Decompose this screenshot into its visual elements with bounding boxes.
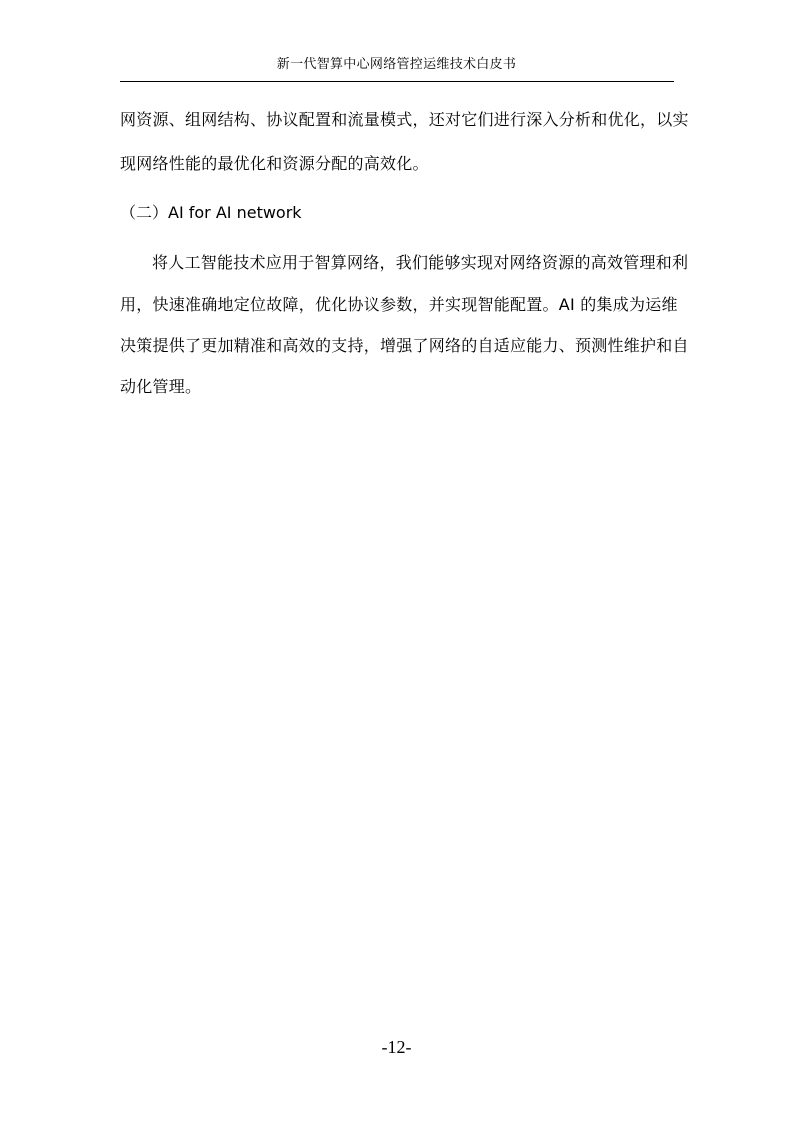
page-number: -12- — [381, 1037, 412, 1057]
running-header-title: 新一代智算中心网络管控运维技术白皮书 — [276, 57, 517, 72]
section-heading: （二）AI for AI network — [120, 203, 302, 222]
paragraph-2-line-3: 决策提供了更加精准和高效的支持，增强了网络的自适应能力、预测性维护和自 — [120, 336, 689, 355]
paragraph-1-line-2: 现网络性能的最优化和资源分配的高效化。 — [120, 154, 429, 173]
paragraph-2-line-2: 用，快速准确地定位故障，优化协议参数，并实现智能配置。AI 的集成为运维 — [120, 295, 678, 314]
paragraph-2-line-1: 将人工智能技术应用于智算网络，我们能够实现对网络资源的高效管理和利 — [152, 253, 689, 272]
header-divider — [120, 81, 674, 82]
paragraph-1-line-1: 网资源、组网结构、协议配置和流量模式，还对它们进行深入分析和优化，以实 — [120, 110, 689, 129]
paragraph-2-line-4: 动化管理。 — [120, 377, 202, 396]
